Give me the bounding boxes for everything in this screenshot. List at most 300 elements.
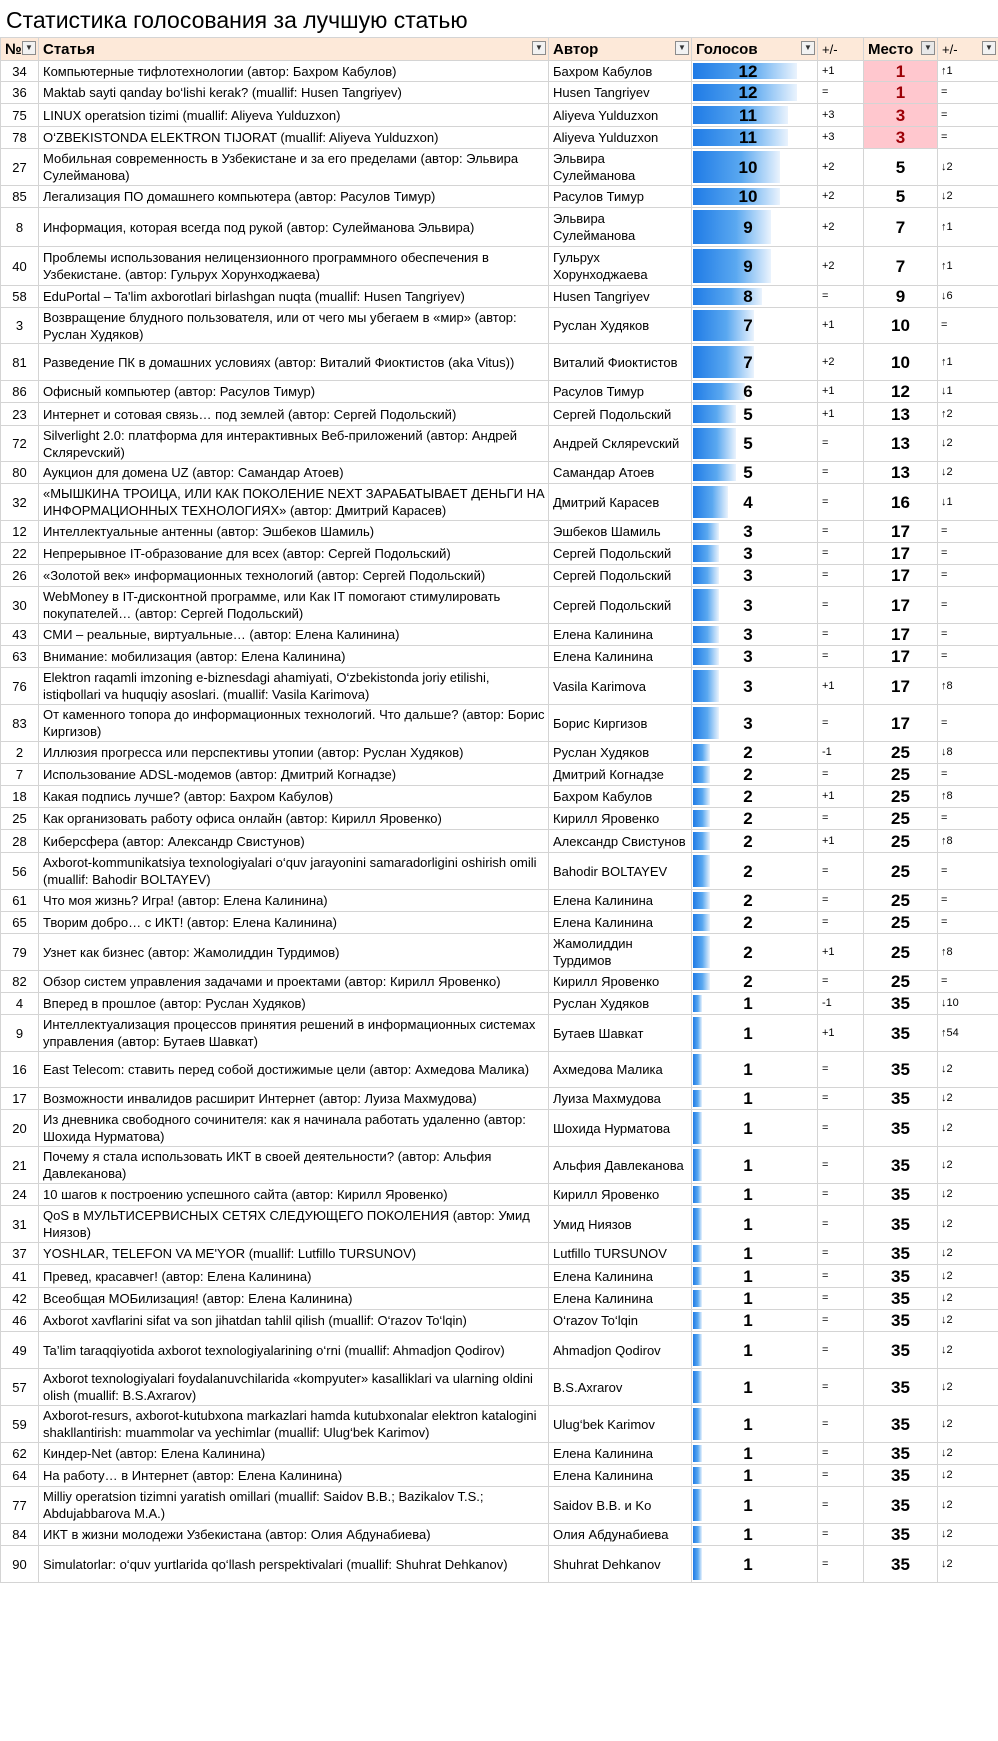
cell-author[interactable]: Расулов Тимур xyxy=(549,186,692,208)
cell-votes[interactable] xyxy=(692,646,818,668)
cell-place-delta[interactable]: ↑1 xyxy=(938,344,998,381)
cell-author[interactable]: Руслан Худяков xyxy=(549,742,692,764)
cell-author[interactable]: Ulug‘bek Karimov xyxy=(549,1406,692,1443)
table-row[interactable] xyxy=(1,1465,998,1487)
cell-place[interactable]: 7 xyxy=(864,208,938,247)
table-row[interactable] xyxy=(1,104,998,127)
cell-author[interactable]: Saidov B.B. и Ko xyxy=(549,1487,692,1524)
cell-author[interactable]: Husen Tangriyev xyxy=(549,82,692,104)
cell-votes[interactable] xyxy=(692,1015,818,1052)
cell-votes[interactable] xyxy=(692,208,818,247)
cell-author[interactable]: Ахмедова Малика xyxy=(549,1052,692,1088)
cell-votes-delta[interactable]: = xyxy=(818,1147,864,1184)
cell-place[interactable]: 35 xyxy=(864,1206,938,1243)
cell-votes-delta[interactable]: = xyxy=(818,1052,864,1088)
cell-votes[interactable] xyxy=(692,308,818,344)
cell-votes-delta[interactable]: = xyxy=(818,1310,864,1332)
cell-votes-delta[interactable]: = xyxy=(818,971,864,993)
cell-place-delta[interactable]: ↓2 xyxy=(938,186,998,208)
cell-place-delta[interactable]: ↑1 xyxy=(938,208,998,247)
cell-votes[interactable] xyxy=(692,484,818,521)
cell-votes-delta[interactable]: = xyxy=(818,462,864,484)
cell-votes[interactable] xyxy=(692,1243,818,1265)
cell-votes-delta[interactable]: +1 xyxy=(818,830,864,853)
cell-place[interactable]: 10 xyxy=(864,308,938,344)
cell-place[interactable]: 25 xyxy=(864,912,938,934)
cell-author[interactable]: Эльвира Сулейманова xyxy=(549,208,692,247)
cell-place-delta[interactable]: ↓1 xyxy=(938,381,998,403)
table-row[interactable] xyxy=(1,208,998,247)
cell-author[interactable]: Елена Калинина xyxy=(549,1265,692,1288)
cell-article[interactable]: Возможности инвалидов расширит Интернет (автор: Луиза Махмудова) xyxy=(39,1088,549,1110)
cell-place[interactable]: 25 xyxy=(864,934,938,971)
cell-num[interactable]: 26 xyxy=(1,565,39,587)
cell-place[interactable]: 35 xyxy=(864,1546,938,1583)
cell-place-delta[interactable]: = xyxy=(938,971,998,993)
cell-num[interactable]: 58 xyxy=(1,286,39,308)
cell-votes-delta[interactable]: +2 xyxy=(818,149,864,186)
cell-place-delta[interactable]: = xyxy=(938,853,998,890)
cell-num[interactable]: 2 xyxy=(1,742,39,764)
cell-author[interactable]: Aliyeva Yulduzxon xyxy=(549,104,692,127)
cell-place[interactable]: 16 xyxy=(864,484,938,521)
cell-author[interactable]: Елена Калинина xyxy=(549,912,692,934)
cell-votes[interactable] xyxy=(692,381,818,403)
cell-votes[interactable] xyxy=(692,344,818,381)
cell-article[interactable]: Киберсфера (автор: Александр Свистунов) xyxy=(39,830,549,853)
cell-place-delta[interactable]: ↓2 xyxy=(938,149,998,186)
cell-num[interactable]: 23 xyxy=(1,403,39,426)
cell-place[interactable]: 35 xyxy=(864,1465,938,1487)
cell-num[interactable]: 77 xyxy=(1,1487,39,1524)
cell-article[interactable]: Информация, которая всегда под рукой (автор: Сулейманова Эльвира) xyxy=(39,208,549,247)
cell-article[interactable]: Axborot-kommunikatsiya texnologiyalari o‘quv jarayonini samaradorligini oshirish omili (muallif: Bahodir BOLTAYEV) xyxy=(39,853,549,890)
cell-num[interactable]: 43 xyxy=(1,624,39,646)
cell-num[interactable]: 3 xyxy=(1,308,39,344)
cell-place-delta[interactable]: ↓2 xyxy=(938,1243,998,1265)
table-row[interactable] xyxy=(1,1310,998,1332)
cell-votes-delta[interactable]: = xyxy=(818,1206,864,1243)
cell-votes-delta[interactable]: +3 xyxy=(818,104,864,127)
cell-votes-delta[interactable]: +1 xyxy=(818,668,864,705)
table-row[interactable] xyxy=(1,1015,998,1052)
cell-article[interactable]: Maktab sayti qanday bo‘lishi kerak? (muallif: Husen Tangriyev) xyxy=(39,82,549,104)
cell-votes-delta[interactable]: = xyxy=(818,705,864,742)
cell-num[interactable]: 34 xyxy=(1,61,39,82)
table-row[interactable] xyxy=(1,127,998,149)
cell-place-delta[interactable]: = xyxy=(938,912,998,934)
cell-num[interactable]: 78 xyxy=(1,127,39,149)
cell-author[interactable]: Виталий Фиоктистов xyxy=(549,344,692,381)
cell-place-delta[interactable]: = xyxy=(938,308,998,344)
cell-author[interactable]: Shuhrat Dehkanov xyxy=(549,1546,692,1583)
cell-votes-delta[interactable]: = xyxy=(818,1288,864,1310)
table-row[interactable] xyxy=(1,1288,998,1310)
cell-votes-delta[interactable]: = xyxy=(818,1265,864,1288)
cell-votes-delta[interactable]: +2 xyxy=(818,186,864,208)
cell-article[interactable]: Какая подпись лучше? (автор: Бахром Кабулов) xyxy=(39,786,549,808)
cell-place-delta[interactable]: = xyxy=(938,127,998,149)
cell-author[interactable]: Бахром Кабулов xyxy=(549,786,692,808)
cell-votes[interactable] xyxy=(692,808,818,830)
cell-votes[interactable] xyxy=(692,1265,818,1288)
cell-place[interactable]: 25 xyxy=(864,786,938,808)
cell-author[interactable]: Bahodir BOLTAYEV xyxy=(549,853,692,890)
table-row[interactable] xyxy=(1,1265,998,1288)
cell-article[interactable]: Использование ADSL-модемов (автор: Дмитрий Когнадзе) xyxy=(39,764,549,786)
table-row[interactable] xyxy=(1,971,998,993)
cell-votes[interactable] xyxy=(692,853,818,890)
table-row[interactable] xyxy=(1,521,998,543)
cell-votes-delta[interactable]: = xyxy=(818,1243,864,1265)
table-row[interactable] xyxy=(1,381,998,403)
cell-article[interactable]: На работу… в Интернет (автор: Елена Калинина) xyxy=(39,1465,549,1487)
table-row[interactable] xyxy=(1,1052,998,1088)
cell-votes[interactable] xyxy=(692,149,818,186)
cell-article[interactable]: Почему я стала использовать ИКТ в своей деятельности? (автор: Альфия Давлеканова) xyxy=(39,1147,549,1184)
cell-num[interactable]: 25 xyxy=(1,808,39,830)
cell-num[interactable]: 79 xyxy=(1,934,39,971)
cell-place-delta[interactable]: ↓6 xyxy=(938,286,998,308)
table-row[interactable] xyxy=(1,1443,998,1465)
cell-votes-delta[interactable]: = xyxy=(818,521,864,543)
cell-place-delta[interactable]: ↓10 xyxy=(938,993,998,1015)
cell-author[interactable]: Сергей Подольский xyxy=(549,587,692,624)
cell-votes[interactable] xyxy=(692,543,818,565)
cell-author[interactable]: Борис Киргизов xyxy=(549,705,692,742)
cell-votes-delta[interactable]: +2 xyxy=(818,344,864,381)
cell-author[interactable]: Кирилл Яровенко xyxy=(549,1184,692,1206)
cell-votes[interactable] xyxy=(692,127,818,149)
cell-place[interactable]: 35 xyxy=(864,1243,938,1265)
cell-num[interactable]: 27 xyxy=(1,149,39,186)
cell-votes-delta[interactable]: = xyxy=(818,912,864,934)
cell-article[interactable]: Разведение ПК в домашних условиях (автор: Виталий Фиоктистов (aka Vitus)) xyxy=(39,344,549,381)
table-row[interactable] xyxy=(1,286,998,308)
cell-num[interactable]: 65 xyxy=(1,912,39,934)
cell-num[interactable]: 32 xyxy=(1,484,39,521)
cell-author[interactable]: Елена Калинина xyxy=(549,646,692,668)
cell-place-delta[interactable]: ↓2 xyxy=(938,1443,998,1465)
cell-place-delta[interactable]: ↓2 xyxy=(938,1369,998,1406)
cell-article[interactable]: От каменного топора до информационных технологий. Что дальше? (автор: Борис Киргизов) xyxy=(39,705,549,742)
cell-place[interactable]: 1 xyxy=(864,82,938,104)
cell-num[interactable]: 85 xyxy=(1,186,39,208)
cell-votes-delta[interactable]: +1 xyxy=(818,1015,864,1052)
cell-author[interactable]: Сергей Подольский xyxy=(549,543,692,565)
cell-num[interactable]: 80 xyxy=(1,462,39,484)
cell-place-delta[interactable]: ↑54 xyxy=(938,1015,998,1052)
cell-votes-delta[interactable]: = xyxy=(818,1088,864,1110)
table-row[interactable] xyxy=(1,82,998,104)
cell-author[interactable]: Бутаев Шавкат xyxy=(549,1015,692,1052)
cell-author[interactable]: Бахром Кабулов xyxy=(549,61,692,82)
cell-votes[interactable] xyxy=(692,1465,818,1487)
cell-author[interactable]: Елена Калинина xyxy=(549,1443,692,1465)
cell-votes-delta[interactable]: = xyxy=(818,1546,864,1583)
cell-place-delta[interactable]: = xyxy=(938,705,998,742)
cell-num[interactable]: 22 xyxy=(1,543,39,565)
cell-author[interactable]: Vasila Karimova xyxy=(549,668,692,705)
cell-votes-delta[interactable]: = xyxy=(818,1406,864,1443)
cell-article[interactable]: Проблемы использования нелицензионного программного обеспечения в Узбекистане. (автор: Гульрух Хорунходжаева) xyxy=(39,247,549,286)
cell-author[interactable]: Lutfillo TURSUNOV xyxy=(549,1243,692,1265)
cell-article[interactable]: LINUX operatsion tizimi (muallif: Aliyeva Yulduzxon) xyxy=(39,104,549,127)
cell-author[interactable]: Елена Калинина xyxy=(549,890,692,912)
cell-place-delta[interactable]: = xyxy=(938,890,998,912)
cell-article[interactable]: Непрерывное IT-образование для всех (автор: Сергей Подольский) xyxy=(39,543,549,565)
cell-votes-delta[interactable]: = xyxy=(818,1110,864,1147)
cell-place-delta[interactable]: = xyxy=(938,565,998,587)
cell-article[interactable]: Ta’lim taraqqiyotida axborot texnologiyalarining o‘rni (muallif: Ahmadjon Qodirov) xyxy=(39,1332,549,1369)
cell-place-delta[interactable]: ↓2 xyxy=(938,1465,998,1487)
table-row[interactable] xyxy=(1,543,998,565)
cell-place-delta[interactable]: ↑2 xyxy=(938,403,998,426)
cell-votes-delta[interactable]: = xyxy=(818,543,864,565)
cell-place[interactable]: 13 xyxy=(864,426,938,462)
table-row[interactable] xyxy=(1,912,998,934)
cell-article[interactable]: Silverlight 2.0: платформа для интерактивных Веб-приложений (автор: Андрей Склярevский) xyxy=(39,426,549,462)
table-row[interactable] xyxy=(1,830,998,853)
cell-place[interactable]: 25 xyxy=(864,742,938,764)
cell-votes-delta[interactable]: = xyxy=(818,1487,864,1524)
cell-num[interactable]: 75 xyxy=(1,104,39,127)
cell-place[interactable]: 35 xyxy=(864,1015,938,1052)
cell-article[interactable]: Творим добро… с ИКТ! (автор: Елена Калинина) xyxy=(39,912,549,934)
cell-num[interactable]: 24 xyxy=(1,1184,39,1206)
cell-article[interactable]: «Золотой век» информационных технологий (автор: Сергей Подольский) xyxy=(39,565,549,587)
cell-author[interactable]: Эшбеков Шамиль xyxy=(549,521,692,543)
cell-votes-delta[interactable]: = xyxy=(818,764,864,786)
cell-votes[interactable] xyxy=(692,61,818,82)
cell-votes-delta[interactable]: = xyxy=(818,624,864,646)
cell-num[interactable]: 36 xyxy=(1,82,39,104)
cell-author[interactable]: Руслан Худяков xyxy=(549,308,692,344)
cell-votes[interactable] xyxy=(692,426,818,462)
table-row[interactable] xyxy=(1,149,998,186)
cell-votes-delta[interactable]: = xyxy=(818,1524,864,1546)
cell-votes-delta[interactable]: = xyxy=(818,426,864,462)
cell-place[interactable]: 35 xyxy=(864,1443,938,1465)
cell-votes-delta[interactable]: -1 xyxy=(818,742,864,764)
cell-votes-delta[interactable]: = xyxy=(818,853,864,890)
cell-num[interactable]: 21 xyxy=(1,1147,39,1184)
cell-author[interactable]: Дмитрий Карасев xyxy=(549,484,692,521)
cell-article[interactable]: 10 шагов к построению успешного сайта (автор: Кирилл Яровенко) xyxy=(39,1184,549,1206)
table-row[interactable] xyxy=(1,646,998,668)
cell-num[interactable]: 84 xyxy=(1,1524,39,1546)
cell-num[interactable]: 18 xyxy=(1,786,39,808)
cell-author[interactable]: Елена Калинина xyxy=(549,624,692,646)
cell-article[interactable]: ИКТ в жизни молодежи Узбекистана (автор: Олия Абдунабиева) xyxy=(39,1524,549,1546)
cell-num[interactable]: 37 xyxy=(1,1243,39,1265)
cell-article[interactable]: Вперед в прошлое (автор: Руслан Худяков) xyxy=(39,993,549,1015)
cell-votes[interactable] xyxy=(692,1524,818,1546)
table-row[interactable] xyxy=(1,742,998,764)
cell-votes-delta[interactable]: = xyxy=(818,82,864,104)
cell-author[interactable]: Самандар Атоев xyxy=(549,462,692,484)
cell-place-delta[interactable]: ↓2 xyxy=(938,1184,998,1206)
cell-votes[interactable] xyxy=(692,705,818,742)
cell-votes[interactable] xyxy=(692,286,818,308)
cell-article[interactable]: YOSHLAR, TELEFON VA ME'YOR (muallif: Lutfillo TURSUNOV) xyxy=(39,1243,549,1265)
cell-num[interactable]: 42 xyxy=(1,1288,39,1310)
cell-num[interactable]: 9 xyxy=(1,1015,39,1052)
cell-author[interactable]: Александр Свистунов xyxy=(549,830,692,853)
cell-article[interactable]: Axborot-resurs, axborot-kutubxona markazlari hamda kutubxonalar elektron katalogini shakllantirish: muammolar va yechimlar (muallif: Ulug‘bek Karimov) xyxy=(39,1406,549,1443)
cell-author[interactable]: Кирилл Яровенко xyxy=(549,971,692,993)
cell-num[interactable]: 81 xyxy=(1,344,39,381)
cell-author[interactable]: Гульрух Хорунходжаева xyxy=(549,247,692,286)
cell-article[interactable]: Интеллектуальные антенны (автор: Эшбеков Шамиль) xyxy=(39,521,549,543)
cell-place-delta[interactable]: ↓1 xyxy=(938,484,998,521)
cell-votes[interactable] xyxy=(692,462,818,484)
cell-place-delta[interactable]: ↑8 xyxy=(938,830,998,853)
cell-author[interactable]: Дмитрий Когнадзе xyxy=(549,764,692,786)
cell-author[interactable]: Олия Абдунабиева xyxy=(549,1524,692,1546)
filter-dropdown-num-icon[interactable]: ▼ xyxy=(22,41,36,55)
cell-votes[interactable] xyxy=(692,521,818,543)
cell-num[interactable]: 8 xyxy=(1,208,39,247)
cell-place-delta[interactable]: ↓2 xyxy=(938,1088,998,1110)
cell-place-delta[interactable]: = xyxy=(938,808,998,830)
cell-place-delta[interactable]: ↑8 xyxy=(938,786,998,808)
cell-place[interactable]: 25 xyxy=(864,764,938,786)
filter-dropdown-article-icon[interactable]: ▼ xyxy=(532,41,546,55)
cell-article[interactable]: СМИ – реальные, виртуальные… (автор: Елена Калинина) xyxy=(39,624,549,646)
cell-place[interactable]: 17 xyxy=(864,521,938,543)
cell-place-delta[interactable]: ↓2 xyxy=(938,1310,998,1332)
cell-place-delta[interactable]: ↓8 xyxy=(938,742,998,764)
cell-author[interactable]: Андрей Склярevский xyxy=(549,426,692,462)
cell-votes[interactable] xyxy=(692,971,818,993)
table-row[interactable] xyxy=(1,786,998,808)
cell-place[interactable]: 35 xyxy=(864,1524,938,1546)
cell-num[interactable]: 59 xyxy=(1,1406,39,1443)
cell-place-delta[interactable]: ↓2 xyxy=(938,1288,998,1310)
cell-num[interactable]: 83 xyxy=(1,705,39,742)
cell-article[interactable]: Simulatorlar: o‘quv yurtlarida qo‘llash perspektivalari (muallif: Shuhrat Dehkanov) xyxy=(39,1546,549,1583)
cell-num[interactable]: 64 xyxy=(1,1465,39,1487)
table-row[interactable] xyxy=(1,1487,998,1524)
cell-place-delta[interactable]: = xyxy=(938,764,998,786)
table-row[interactable] xyxy=(1,1546,998,1583)
cell-num[interactable]: 86 xyxy=(1,381,39,403)
cell-place[interactable]: 35 xyxy=(864,1332,938,1369)
cell-votes[interactable] xyxy=(692,1110,818,1147)
cell-votes[interactable] xyxy=(692,82,818,104)
cell-place-delta[interactable]: ↓2 xyxy=(938,1487,998,1524)
cell-place[interactable]: 7 xyxy=(864,247,938,286)
cell-votes-delta[interactable]: = xyxy=(818,890,864,912)
cell-votes[interactable] xyxy=(692,247,818,286)
cell-place[interactable]: 25 xyxy=(864,971,938,993)
cell-votes[interactable] xyxy=(692,565,818,587)
cell-article[interactable]: Axborot texnologiyalari foydalanuvchilarida «kompyuter» kasalliklari va ularning oldini olish (muallif: B.S.Axrarov) xyxy=(39,1369,549,1406)
table-row[interactable] xyxy=(1,624,998,646)
cell-votes-delta[interactable]: = xyxy=(818,1369,864,1406)
cell-place-delta[interactable]: ↑1 xyxy=(938,247,998,286)
cell-votes-delta[interactable]: +1 xyxy=(818,786,864,808)
cell-votes-delta[interactable]: = xyxy=(818,1465,864,1487)
table-row[interactable] xyxy=(1,890,998,912)
cell-votes[interactable] xyxy=(692,742,818,764)
cell-votes-delta[interactable]: = xyxy=(818,484,864,521)
cell-votes[interactable] xyxy=(692,934,818,971)
cell-article[interactable]: Компьютерные тифлотехнологии (автор: Бахром Кабулов) xyxy=(39,61,549,82)
cell-votes[interactable] xyxy=(692,830,818,853)
filter-dropdown-votes-icon[interactable]: ▼ xyxy=(801,41,815,55)
cell-place[interactable]: 35 xyxy=(864,1184,938,1206)
cell-place[interactable]: 9 xyxy=(864,286,938,308)
cell-votes[interactable] xyxy=(692,587,818,624)
cell-place-delta[interactable]: ↓2 xyxy=(938,1406,998,1443)
cell-author[interactable]: O‘razov To‘lqin xyxy=(549,1310,692,1332)
cell-article[interactable]: EduPortal – Ta'lim axborotlari birlashgan nuqta (muallif: Husen Tangriyev) xyxy=(39,286,549,308)
cell-article[interactable]: Легализация ПО домашнего компьютера (автор: Расулов Тимур) xyxy=(39,186,549,208)
cell-article[interactable]: Узнет как бизнес (автор: Жамолиддин Турдимов) xyxy=(39,934,549,971)
cell-votes[interactable] xyxy=(692,1443,818,1465)
cell-num[interactable]: 31 xyxy=(1,1206,39,1243)
cell-votes-delta[interactable]: = xyxy=(818,286,864,308)
cell-votes-delta[interactable]: = xyxy=(818,808,864,830)
cell-votes[interactable] xyxy=(692,993,818,1015)
table-row[interactable] xyxy=(1,1524,998,1546)
cell-place[interactable]: 3 xyxy=(864,127,938,149)
cell-votes[interactable] xyxy=(692,890,818,912)
cell-votes-delta[interactable]: +1 xyxy=(818,934,864,971)
cell-num[interactable]: 20 xyxy=(1,1110,39,1147)
cell-author[interactable]: Умид Ниязов xyxy=(549,1206,692,1243)
cell-article[interactable]: Киндер-Net (автор: Елена Калинина) xyxy=(39,1443,549,1465)
cell-author[interactable]: Сергей Подольский xyxy=(549,403,692,426)
cell-author[interactable]: Елена Калинина xyxy=(549,1288,692,1310)
cell-num[interactable]: 57 xyxy=(1,1369,39,1406)
cell-votes-delta[interactable]: +1 xyxy=(818,61,864,82)
table-row[interactable] xyxy=(1,61,998,82)
cell-votes[interactable] xyxy=(692,1088,818,1110)
cell-author[interactable]: Елена Калинина xyxy=(549,1465,692,1487)
cell-author[interactable]: Husen Tangriyev xyxy=(549,286,692,308)
cell-votes-delta[interactable]: = xyxy=(818,646,864,668)
cell-article[interactable]: Обзор систем управления задачами и проектами (автор: Кирилл Яровенко) xyxy=(39,971,549,993)
cell-place[interactable]: 35 xyxy=(864,1147,938,1184)
cell-votes[interactable] xyxy=(692,1332,818,1369)
cell-num[interactable]: 72 xyxy=(1,426,39,462)
cell-place[interactable]: 17 xyxy=(864,646,938,668)
cell-place[interactable]: 35 xyxy=(864,1406,938,1443)
table-row[interactable] xyxy=(1,1147,998,1184)
cell-place[interactable]: 17 xyxy=(864,543,938,565)
cell-article[interactable]: O‘ZBEKISTONDA ELEKTRON TIJORAT (muallif: Aliyeva Yulduzxon) xyxy=(39,127,549,149)
cell-place[interactable]: 5 xyxy=(864,186,938,208)
table-row[interactable] xyxy=(1,808,998,830)
cell-place[interactable]: 25 xyxy=(864,808,938,830)
table-row[interactable] xyxy=(1,1206,998,1243)
cell-author[interactable]: Жамолиддин Турдимов xyxy=(549,934,692,971)
table-row[interactable] xyxy=(1,462,998,484)
cell-place[interactable]: 35 xyxy=(864,1310,938,1332)
cell-place[interactable]: 25 xyxy=(864,830,938,853)
table-row[interactable] xyxy=(1,247,998,286)
cell-article[interactable]: Возвращение блудного пользователя, или от чего мы убегаем в «мир» (автор: Руслан Худяков) xyxy=(39,308,549,344)
cell-num[interactable]: 63 xyxy=(1,646,39,668)
cell-author[interactable]: Кирилл Яровенко xyxy=(549,808,692,830)
cell-article[interactable]: Axborot xavflarini sifat va son jihatdan tahlil qilish (muallif: O‘razov To‘lqin) xyxy=(39,1310,549,1332)
cell-place[interactable]: 17 xyxy=(864,587,938,624)
cell-article[interactable]: Что моя жизнь? Игра! (автор: Елена Калинина) xyxy=(39,890,549,912)
table-row[interactable] xyxy=(1,1110,998,1147)
